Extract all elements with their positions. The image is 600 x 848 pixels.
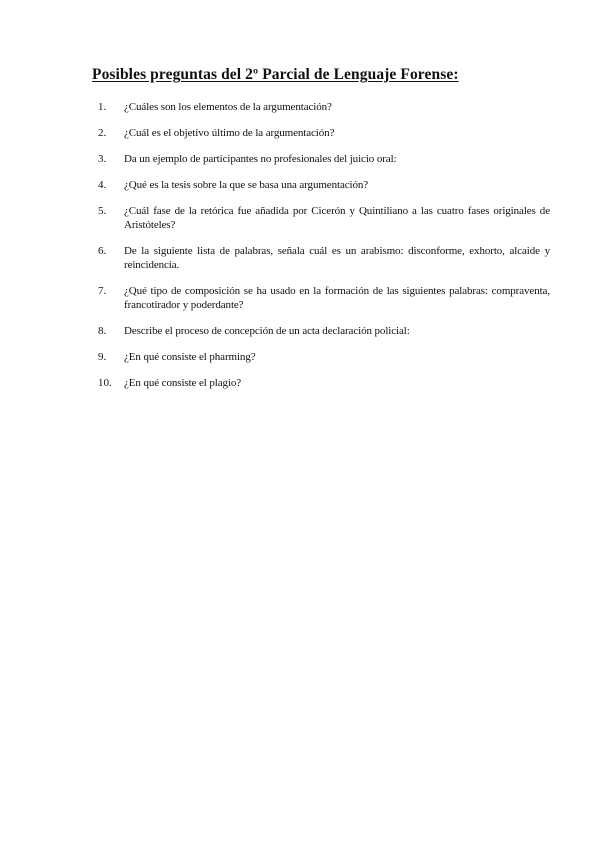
question-number: 4. [98,179,107,191]
question-text: ¿Qué es la tesis sobre la que se basa una argumentación? [124,179,369,191]
question-text: Describe el proceso de concepción de un acta declaración policial: [124,325,410,337]
question-number: 1. [98,101,107,113]
question-text: ¿En qué consiste el pharming? [124,351,256,363]
question-text: ¿Cuál es el objetivo último de la argumentación? [124,127,335,139]
question-number: 3. [98,153,107,165]
question-item-10 [98,376,550,390]
question-number: 2. [98,127,107,139]
question-list [98,100,550,402]
question-item-1 [98,100,550,114]
question-text: ¿Cuál fase de la retórica fue añadida por Cicerón y Quintiliano a las cuatro fases originales de Aristóteles? [124,205,550,231]
question-text: ¿Cuáles son los elementos de la argumentación? [124,101,332,113]
question-number: 10. [98,377,112,389]
question-text: Da un ejemplo de participantes no profesionales del juicio oral: [124,153,397,165]
question-item-2 [98,126,550,140]
question-text: ¿En qué consiste el plagio? [124,377,242,389]
question-number: 9. [98,351,107,363]
question-item-4 [98,178,550,192]
question-item-8 [98,324,550,338]
question-number: 6. [98,245,107,257]
question-item-6 [98,244,550,272]
question-text: ¿Qué tipo de composición se ha usado en la formación de las siguientes palabras: compraventa, francotirador y poderdante? [124,285,550,311]
question-text: De la siguiente lista de palabras, señala cuál es un arabismo: disconforme, exhorto, alcaide y reincidencia. [124,245,550,271]
page-title: Posibles preguntas del 2º Parcial de Lenguaje Forense: [92,66,459,83]
question-item-7 [98,284,550,312]
question-item-9 [98,350,550,364]
question-item-3 [98,152,550,166]
question-number: 8. [98,325,107,337]
question-number: 5. [98,205,107,217]
question-number: 7. [98,285,107,297]
question-item-5 [98,204,550,232]
